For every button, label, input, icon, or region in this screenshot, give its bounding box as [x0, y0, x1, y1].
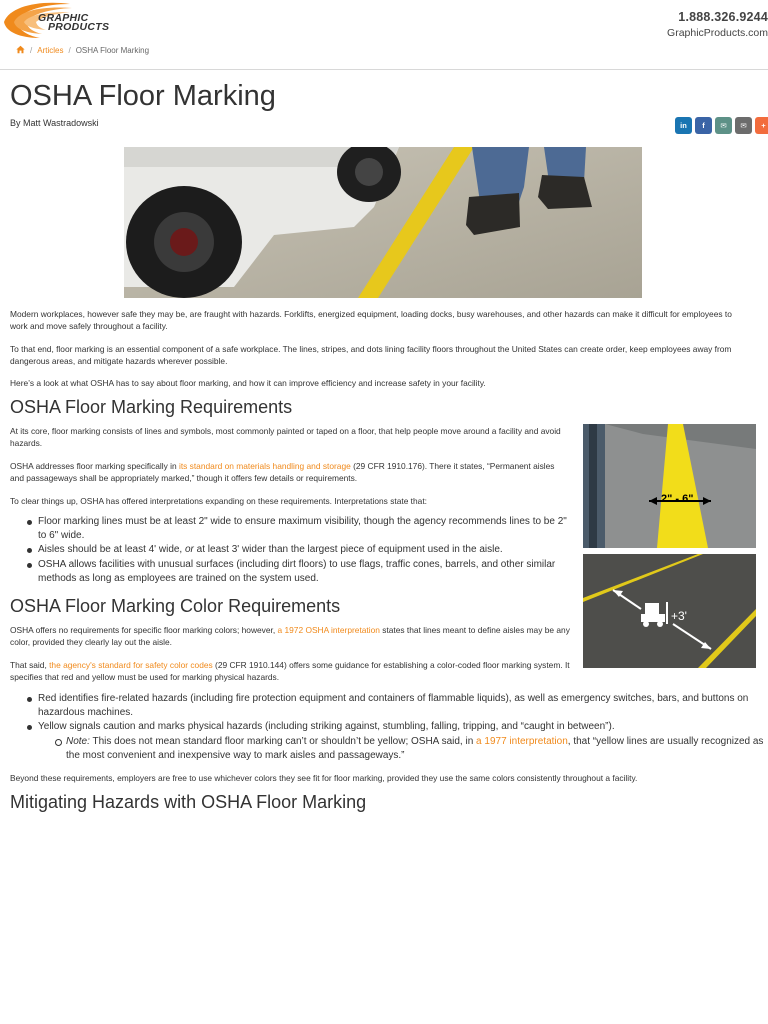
requirements-paragraph-1: At its core, floor marking consists of lines and symbols, most commonly painted or taped on a floor, that help people move around a facility and avoid hazards.: [10, 426, 561, 448]
email-icon: ✉: [740, 121, 747, 130]
site-header: [0, 0, 768, 70]
intro-paragraph-3: Here’s a look at what OSHA has to say about floor marking, and how it can improve efficiency and increase safety in your facility.: [10, 378, 486, 388]
home-icon: [16, 45, 25, 54]
breadcrumb-current: OSHA Floor Marking: [75, 46, 150, 55]
materials-handling-standard-link[interactable]: its standard on materials handling and storage: [178, 461, 351, 471]
note-list-item: Note: This does not mean standard floor marking can’t or shouldn’t be yellow; OSHA said, in a 1977 interpretation, that “yellow lines are usually recognized as the most convenient and inexpensive way to mark aisles and passageways.”: [38, 735, 765, 763]
line-width-photo: [583, 424, 756, 548]
logo-wordmark: GRAPHIC PRODUCTS: [38, 12, 110, 33]
share-linkedin-button[interactable]: [675, 117, 692, 134]
section-heading-requirements: OSHA Floor Marking Requirements: [10, 397, 293, 417]
share-buttons: [675, 117, 768, 134]
breadcrumb-articles-link[interactable]: Articles: [37, 46, 64, 55]
requirements-paragraph-2: OSHA addresses floor marking specifically in its standard on materials handling and storage (29 CFR 1910.176). There it states, “Permanent aisles and passageways shall be appropriately marked,” though it offers few details or requirements.: [10, 461, 555, 483]
page-title: OSHA Floor Marking: [10, 80, 276, 112]
breadcrumb: [16, 45, 149, 56]
list-item: Aisles should be at least 4' wide, or at least 3' wider than the largest piece of equipment used in the aisle.: [10, 543, 570, 557]
facebook-icon: f: [702, 121, 705, 130]
phone-number[interactable]: 1.888.326.9244: [678, 10, 768, 24]
color-paragraph-2: That said, the agency's standard for safety color codes (29 CFR 1910.144) offers some guidance for establishing a color-coded floor marking system. It specifies that red and yellow must be used for marking physical hazards.: [10, 660, 570, 682]
color-closing-paragraph: Beyond these requirements, employers are free to use whichever colors they see fit for floor marking, provided they use the same colors consistently throughout a facility.: [10, 773, 638, 783]
hero-image: [124, 147, 642, 298]
site-url[interactable]: GraphicProducts.com: [667, 27, 768, 39]
share-more-button[interactable]: [755, 117, 768, 134]
plus-icon: +: [761, 121, 766, 130]
share-message-button[interactable]: [715, 117, 732, 134]
list-item: OSHA allows facilities with unusual surfaces (including dirt floors) to use flags, traffic cones, barrels, and other similar methods as long as employees are trained on the system used.: [10, 558, 570, 586]
breadcrumb-separator: /: [68, 46, 71, 55]
breadcrumb-home[interactable]: [16, 45, 25, 56]
list-item: Floor marking lines must be at least 2" wide to ensure maximum visibility, though the agency recommends lines to be 2" to 6" wide.: [10, 515, 570, 543]
osha-1977-interpretation-link[interactable]: a 1977 interpretation: [476, 735, 568, 747]
requirements-list: [10, 515, 570, 586]
clearance-label: +3': [671, 609, 687, 623]
contact-info: [667, 10, 768, 39]
osha-1972-interpretation-link[interactable]: a 1972 OSHA interpretation: [277, 625, 380, 635]
graphic-products-logo[interactable]: [0, 0, 130, 42]
section-heading-color-requirements: OSHA Floor Marking Color Requirements: [10, 596, 341, 616]
breadcrumb-separator: /: [30, 46, 33, 55]
color-paragraph-1: OSHA offers no requirements for specific floor marking colors; however, a 1972 OSHA interpretation states that lines meant to define aisles may be any color, provided they clearly lay out the aisle.: [10, 625, 570, 647]
aisle-clearance-photo: [583, 554, 756, 668]
linkedin-icon: in: [680, 121, 687, 130]
list-item: Yellow signals caution and marks physical hazards (including striking against, stumbling, falling, tripping, and “caught in between”). Note: This does not mean standard floor marking can’t or shouldn’t be yellow; OSHA said, in a 1977 interpretation, that “yellow lines are usually recognized as the most convenient and inexpensive way to mark aisles and passageways.”: [10, 720, 765, 763]
share-facebook-button[interactable]: [695, 117, 712, 134]
message-icon: ✉: [720, 121, 727, 130]
list-item: Red identifies fire-related hazards (including fire protection equipment and containers of flammable liquids), as well as emergency switches, bars, and buttons on hazardous machines.: [10, 692, 765, 720]
author-byline: By Matt Wastradowski: [10, 118, 99, 128]
section-heading-mitigating-hazards: Mitigating Hazards with OSHA Floor Marking: [10, 792, 367, 812]
requirements-paragraph-3: To clear things up, OSHA has offered interpretations expanding on these requirements. Interpretations state that:: [10, 496, 427, 506]
intro-paragraph-2: To that end, floor marking is an essential component of a safe workplace. The lines, stripes, and dots lining facility floors throughout the United States can create order, keep employees away from dangerous areas, and mitigate hazards wherever possible.: [10, 344, 732, 366]
share-email-button[interactable]: [735, 117, 752, 134]
intro-paragraph-1: Modern workplaces, however safe they may be, are fraught with hazards. Forklifts, energized equipment, loading docks, busy warehouses, and other hazards can make it difficult for employees to work and move safely throughout a facility.: [10, 309, 732, 331]
safety-color-codes-link[interactable]: the agency's standard for safety color codes: [49, 660, 213, 670]
color-requirements-list: [10, 692, 765, 763]
line-width-label: 2" - 6": [661, 493, 694, 505]
